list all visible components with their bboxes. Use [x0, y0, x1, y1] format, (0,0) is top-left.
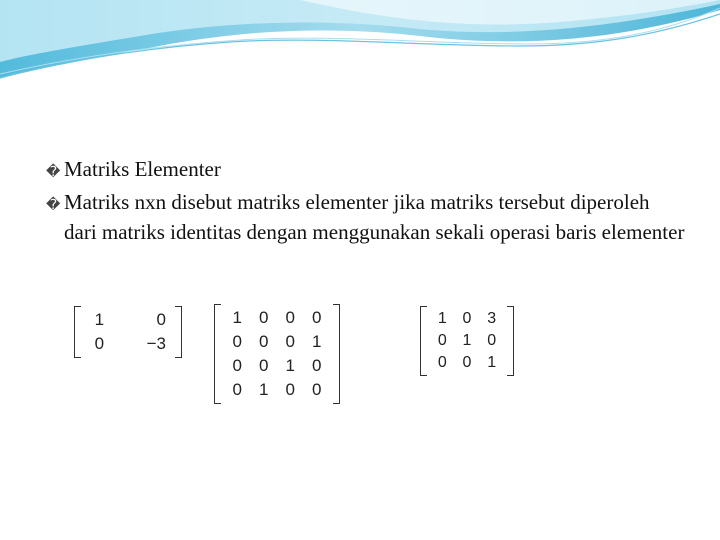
matrix-2x2	[74, 304, 182, 360]
matrix-cell: 1	[312, 332, 322, 351]
matrix-cell: 1	[232, 308, 242, 327]
matrix-cell: 0	[259, 308, 269, 327]
bullet-text: Matriks Elementer	[64, 157, 221, 181]
matrix-cell: 0	[487, 332, 497, 349]
matrix-3x3	[420, 304, 514, 378]
matrix-cell: 1	[94, 310, 105, 329]
matrix-cell: 0	[285, 332, 295, 351]
matrix-cell: −3	[146, 334, 166, 353]
matrix-cell: 0	[462, 354, 472, 371]
bullet-title	[46, 156, 686, 186]
matrix-cell: 0	[462, 310, 472, 327]
matrix-cell: 1	[462, 332, 472, 349]
matrix-cell: 0	[312, 308, 322, 327]
matrix-cell: 1	[487, 354, 497, 371]
bullet-marker-icon: �	[46, 164, 61, 180]
bullet-list	[46, 156, 686, 249]
matrix-cell: 0	[259, 356, 269, 375]
matrix-cell: 3	[487, 310, 497, 327]
matrix-cell: 0	[156, 310, 166, 329]
matrix-cell: 1	[437, 310, 447, 327]
matrix-cell: 0	[437, 354, 447, 371]
matrix-cell: 0	[312, 380, 322, 399]
matrix-cell: 0	[232, 332, 242, 351]
matrix-cell: 0	[232, 380, 242, 399]
matrix-cell: 0	[285, 380, 295, 399]
matrix-cell: 0	[259, 332, 269, 351]
matrix-3x3-image	[414, 298, 514, 390]
matrix-4x4-image	[208, 298, 340, 426]
matrix-cell: 0	[285, 308, 295, 327]
bullet-definition	[46, 189, 686, 246]
bullet-text: Matriks nxn disebut matriks elementer jika matriks tersebut diperoleh dari matriks identitas dengan menggunakan sekali operasi baris elementer	[64, 190, 685, 244]
matrix-2x2-image	[70, 298, 182, 380]
matrix-cell: 0	[94, 334, 105, 353]
bullet-marker-icon: �	[46, 197, 61, 213]
matrix-cell: 1	[285, 356, 295, 375]
matrix-cell: 0	[312, 356, 322, 375]
matrix-4x4	[214, 302, 340, 406]
header-wave-decoration	[0, 0, 720, 90]
matrix-cell: 0	[437, 332, 447, 349]
matrix-cell: 0	[232, 356, 242, 375]
matrix-cell: 1	[259, 380, 269, 399]
